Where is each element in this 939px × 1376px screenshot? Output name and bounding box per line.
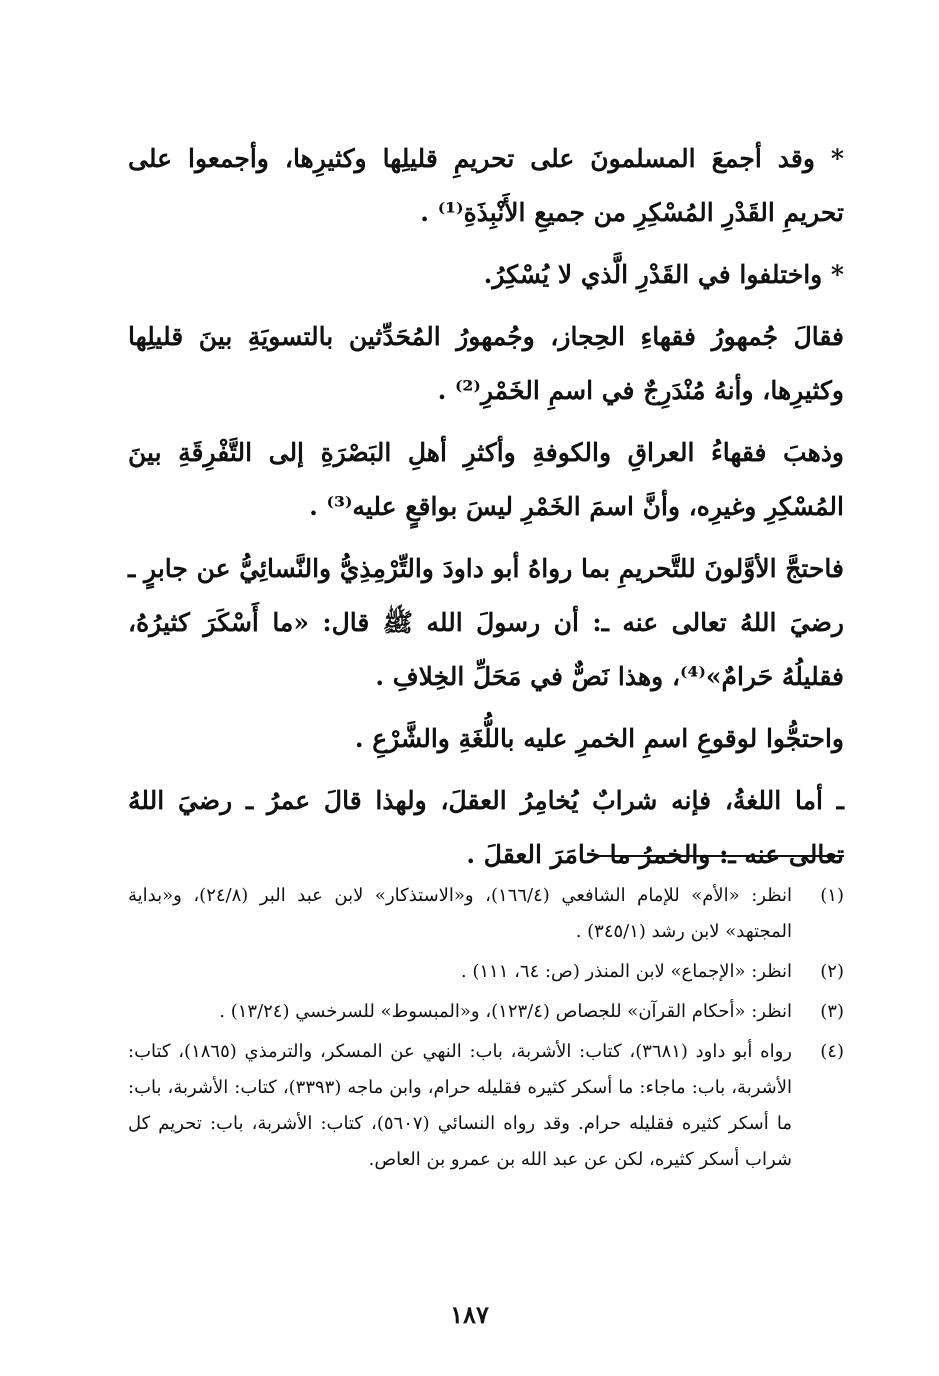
footnote-divider (594, 855, 844, 857)
footnote-text: رواه أبو داود (٣٦٨١)، كتاب: الأشربة، باب: النهي عن المسكر، والترمذي (١٨٦٥)، كتاب: الأشربة، باب: ماجاء: ما أسكر كثيره فقليله حرام، وابن ماجه (٣٣٩٣)، كتاب: الأشربة، باب: ما أسكر كثيره فقليله حرام. وقد رواه النسائي (٥٦٠٧)، كتاب: الأشربة، باب: تحريم كل شراب أسكر كثيره، لكن عن عبد الله بن عمرو بن العاص. (128, 1041, 792, 1170)
footnote-text: انظر: «أحكام القرآن» للجصاص (١٢٣/٤)، و«المبسوط» للسرخسي (١٣/٢٤) . (219, 1001, 792, 1022)
footnote-text: انظر: «الأم» للإمام الشافعي (١٦٦/٤)، و«الاستذكار» لابن عبد البر (٢٤/٨)، و«بداية المجتهد» لابن رشد (٣٤٥/١) . (128, 885, 792, 942)
footnote-1 (128, 878, 844, 950)
paragraph-hadith (128, 542, 844, 704)
paragraph-text: ـ أما اللغةُ، فإنه شرابٌ يُخامِرُ العقلَ، ولهذا قالَ عمرُ ـ رضيَ اللهُ تعالى عنه ـ: والخمرُ ما خامَرَ العقلَ (128, 786, 844, 869)
footnote-text: انظر: «الإجماع» لابن المنذر (ص: ٦٤، ١١١) . (460, 961, 792, 982)
paragraph-text: * واختلفوا في القَدْرِ الَّذي لا يُسْكِرُ (492, 260, 844, 289)
paragraph-text: فاحتجَّ الأوَّلونَ للتَّحريمِ بما رواهُ أبو داودَ والتِّرْمِذِيُّ والنَّسائِيُّ عن جابرٍ ـ رضيَ اللهُ تعالى عنه ـ: أن رسولَ الله ﷺ قال: «ما أَسْكَرَ كثيرُهُ، فقليلُهُ حَرامٌ» (128, 554, 844, 691)
paragraph-ikhtilaf (128, 248, 844, 302)
footnote-ref: ⁽¹⁾ . (420, 198, 464, 227)
paragraph-text: فقالَ جُمهورُ فقهاءِ الحِجاز، وجُمهورُ المُحَدِّثين بالتسويَةِ بينَ قليلِها وكثيرِها، وأنهُ مُنْدَرِجٌ في اسمِ الخَمْرِ (128, 322, 844, 405)
paragraph-end: . (466, 840, 484, 869)
paragraph-text: * وقد أجمعَ المسلمونَ على تحريمِ قليلِها وكثيرِها، وأجمعوا على تحريمِ القَدْرِ المُسْكِرِ من جميعِ الأَنْبِذَةِ (128, 144, 844, 227)
paragraph-text: واحتجُّوا لوقوعِ اسمِ الخمرِ عليه باللُّغَةِ والشَّرْعِ (372, 724, 844, 753)
footnote-number: (٢) (820, 961, 844, 982)
paragraph-text: وذهبَ فقهاءُ العراقِ والكوفةِ وأكثرِ أهلِ البَصْرَةِ إلى التَّفْرِقَةِ بينَ المُسْكِرِ وغيرِه، وأنَّ اسمَ الخَمْرِ ليسَ بواقعٍ عليه (128, 438, 844, 521)
footnote-number: (١) (820, 885, 844, 906)
paragraph-hijaz (128, 310, 844, 418)
paragraph-end: . (483, 260, 493, 289)
footnote-number: (٤) (820, 1041, 844, 1062)
footnote-4 (128, 1034, 844, 1178)
paragraph-iraq (128, 426, 844, 534)
paragraph-end: . (354, 724, 373, 753)
footnote-2 (128, 954, 844, 990)
footnote-ref: ⁽²⁾ . (437, 376, 481, 405)
main-text (128, 132, 844, 890)
page-number: ١٨٧ (450, 1300, 489, 1329)
paragraph-ijma (128, 132, 844, 240)
footnote-ref: ⁽³⁾ . (309, 492, 353, 521)
footnotes (128, 878, 844, 1182)
paragraph-lugha-shar (128, 712, 844, 766)
paragraph-lugha (128, 774, 844, 882)
footnote-number: (٣) (820, 1001, 844, 1022)
footnote-ref: ⁽⁴⁾، وهذا نَصٌّ في مَحَلِّ الخِلافِ . (375, 662, 706, 691)
footnote-3 (128, 994, 844, 1030)
